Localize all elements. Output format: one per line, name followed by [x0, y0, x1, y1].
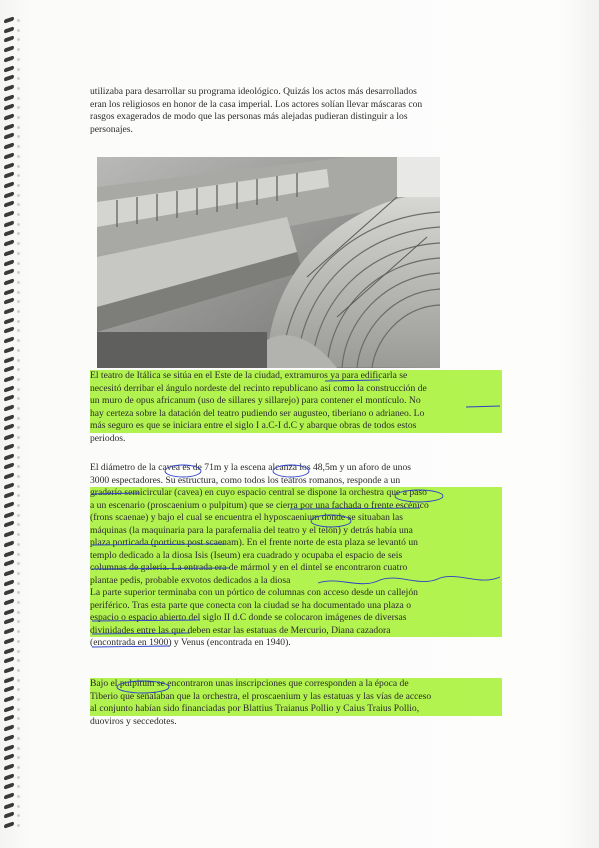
binding-ring [4, 172, 14, 179]
binding-ring [4, 404, 14, 411]
binding-ring [4, 55, 14, 62]
binding-hole [17, 126, 20, 129]
binding-hole [17, 727, 20, 730]
binding-ring [4, 36, 14, 43]
binding-ring [4, 375, 14, 382]
binding-hole [17, 659, 20, 662]
binding-hole [17, 19, 20, 22]
text-line: máquinas (la maquinaria para la parafernalia del teatro y el telón) y detrás había una [90, 525, 502, 538]
binding-hole [17, 533, 20, 536]
binding-ring [4, 288, 14, 295]
binding-hole [17, 300, 20, 303]
binding-hole [17, 407, 20, 410]
text-line: templo dedicado a la diosa Isis (Iseum) era cuadrado y ocupaba el espacio de seis [90, 550, 502, 563]
binding-hole [17, 824, 20, 827]
binding-ring [4, 627, 14, 634]
binding-ring [4, 560, 14, 567]
binding-hole [17, 174, 20, 177]
binding-ring [4, 414, 14, 421]
binding-hole [17, 252, 20, 255]
binding-ring [4, 16, 14, 23]
binding-ring [4, 366, 14, 373]
text-line: periférico. Tras esta parte que conecta con la ciudad se ha documentado una plaza o [90, 600, 502, 613]
theatre-model-photo [97, 157, 440, 368]
binding-ring [4, 75, 14, 82]
binding-ring [4, 259, 14, 266]
binding-hole [17, 378, 20, 381]
binding-hole [17, 766, 20, 769]
binding-hole [17, 620, 20, 623]
binding-ring [4, 589, 14, 596]
text-line: 3000 espectadores. Su estructura, como todos los teatros romanos, responde a un [90, 474, 401, 486]
text-line: al conjunto habían sido financiadas por Blattius Traianus Pollio y Caius Traius Pollio, [90, 703, 502, 716]
binding-hole [17, 795, 20, 798]
binding-hole [17, 310, 20, 313]
binding-ring [4, 763, 14, 770]
binding-ring [4, 317, 14, 324]
binding-ring [4, 424, 14, 431]
binding-hole [17, 591, 20, 594]
binding-hole [17, 708, 20, 711]
text-line: Bajo el pulpitum se encontraron unas inscripciones que corresponden a la época de [90, 678, 502, 691]
binding-ring [4, 705, 14, 712]
paragraph-1 [90, 86, 502, 136]
binding-hole [17, 116, 20, 119]
binding-hole [17, 679, 20, 682]
binding-ring [4, 113, 14, 120]
binding-hole [17, 582, 20, 585]
binding-ring [4, 550, 14, 557]
binding-hole [17, 543, 20, 546]
binding-ring [4, 821, 14, 828]
binding-hole [17, 504, 20, 507]
binding-hole [17, 553, 20, 556]
binding-ring [4, 84, 14, 91]
binding-hole [17, 242, 20, 245]
text-line: espacio o espacio abierto del siglo II d.C donde se colocaron imágenes de diversas [90, 612, 502, 625]
binding-hole [17, 562, 20, 565]
binding-ring [4, 792, 14, 799]
binding-hole [17, 446, 20, 449]
binding-ring [4, 598, 14, 605]
binding-hole [17, 368, 20, 371]
binding-hole [17, 456, 20, 459]
binding-ring [4, 327, 14, 334]
binding-ring [4, 686, 14, 693]
binding-ring [4, 230, 14, 237]
text-line: plantae pedis, probable exvotos dedicados a la diosa [90, 575, 502, 588]
binding-ring [4, 501, 14, 508]
binding-hole [17, 475, 20, 478]
binding-hole [17, 572, 20, 575]
binding-hole [17, 611, 20, 614]
binding-ring [4, 181, 14, 188]
binding-ring [4, 734, 14, 741]
binding-ring [4, 45, 14, 52]
binding-hole [17, 320, 20, 323]
binding-ring [4, 152, 14, 159]
binding-hole [17, 165, 20, 168]
binding-ring [4, 608, 14, 615]
binding-hole [17, 194, 20, 197]
binding-hole [17, 717, 20, 720]
text-line: utilizaba para desarrollar su programa ideológico. Quizás los actos más desarrollados [90, 86, 417, 97]
binding-hole [17, 68, 20, 71]
text-line: duoviros y seccedotes. [90, 715, 177, 727]
binding-hole [17, 203, 20, 206]
binding-ring [4, 482, 14, 489]
binding-hole [17, 669, 20, 672]
binding-ring [4, 433, 14, 440]
binding-hole [17, 184, 20, 187]
binding-hole [17, 213, 20, 216]
binding-ring [4, 443, 14, 450]
binding-ring [4, 298, 14, 305]
binding-hole [17, 514, 20, 517]
binding-hole [17, 776, 20, 779]
binding-ring [4, 492, 14, 499]
binding-hole [17, 640, 20, 643]
text-line: personajes. [90, 123, 133, 135]
text-line: (frons scaenae) y bajo el cual se encuentra el hyposcaenium donde se situaban las [90, 512, 502, 525]
binding-ring [4, 569, 14, 576]
binding-hole [17, 359, 20, 362]
text-line: Tiberio que señalaban que la orchestra, el proscaenium y las estatuas y las vías de acceso [90, 691, 502, 704]
binding-ring [4, 307, 14, 314]
text-line: hay certeza sobre la datación del teatro pudiendo ser augusteo, tiberiano o adrianeo. Lo [90, 408, 502, 421]
binding-ring [4, 385, 14, 392]
binding-ring [4, 123, 14, 130]
binding-hole [17, 349, 20, 352]
binding-ring [4, 269, 14, 276]
binding-hole [17, 688, 20, 691]
text-line: más seguro es que se iniciara entre el siglo I a.C-I d.C y abarque obras de todos estos [90, 420, 502, 433]
binding-ring [4, 201, 14, 208]
binding-ring [4, 463, 14, 470]
theatre-model-image [97, 157, 440, 368]
binding-ring [4, 802, 14, 809]
binding-ring [4, 618, 14, 625]
binding-ring [4, 637, 14, 644]
binding-hole [17, 135, 20, 138]
binding-hole [17, 747, 20, 750]
binding-hole [17, 329, 20, 332]
text-line: un muro de opus africanum (uso de sillares y sillarejo) para contener el montículo. No [90, 395, 502, 408]
binding-ring [4, 453, 14, 460]
binding-hole [17, 698, 20, 701]
binding-ring [4, 695, 14, 702]
binding-ring [4, 249, 14, 256]
binding-ring [4, 530, 14, 537]
text-line: eran los religiosos en honor de la casa imperial. Los actores solían llevar máscaras con [90, 98, 423, 110]
binding-ring [4, 191, 14, 198]
binding-ring [4, 142, 14, 149]
binding-ring [4, 812, 14, 819]
paragraph-2 [90, 370, 502, 445]
binding-hole [17, 523, 20, 526]
binding-ring [4, 511, 14, 518]
binding-hole [17, 814, 20, 817]
text-line: El diámetro de la cavea es de 71m y la escena alcanza los 48,5m y un aforo de unos [90, 462, 412, 473]
binding-hole [17, 397, 20, 400]
binding-hole [17, 426, 20, 429]
binding-ring [4, 773, 14, 780]
binding-ring [4, 278, 14, 285]
binding-ring [4, 356, 14, 363]
text-line: columnas de galería. La entrada era de mármol y en el dintel se encontraron cuatro [90, 562, 502, 575]
text-line: plaza porticada (porticus post scaenam). En el frente norte de esta plaza se levantó un [90, 537, 502, 550]
text-line: El teatro de Itálica se sitúa en el Este de la ciudad, extramuros ya para edificarla se [90, 370, 502, 383]
binding-hole [17, 805, 20, 808]
binding-ring [4, 724, 14, 731]
paragraph-4 [90, 678, 502, 728]
binding-hole [17, 262, 20, 265]
binding-hole [17, 756, 20, 759]
spiral-binding [0, 18, 20, 838]
binding-ring [4, 26, 14, 33]
binding-ring [4, 210, 14, 217]
binding-hole [17, 155, 20, 158]
binding-ring [4, 220, 14, 227]
binding-hole [17, 58, 20, 61]
binding-hole [17, 339, 20, 342]
binding-hole [17, 223, 20, 226]
binding-hole [17, 436, 20, 439]
binding-ring [4, 715, 14, 722]
binding-ring [4, 162, 14, 169]
binding-hole [17, 494, 20, 497]
text-line: divinidades entre las que deben estar las estatuas de Mercurio, Diana cazadora [90, 625, 502, 638]
binding-ring [4, 133, 14, 140]
text-line: necesitó derribar el ángulo nordeste del recinto republicano así como la construcción de [90, 383, 502, 396]
text-line: a un escenario (proscaenium o pulpitum) que se cierra por una fachada o frente escénico [90, 500, 502, 513]
binding-hole [17, 785, 20, 788]
binding-ring [4, 666, 14, 673]
binding-hole [17, 38, 20, 41]
text-line: (encontrada en 1900) y Venus (encontrada en 1940). [90, 637, 291, 648]
binding-ring [4, 346, 14, 353]
binding-ring [4, 65, 14, 72]
binding-ring [4, 676, 14, 683]
binding-ring [4, 579, 14, 586]
binding-hole [17, 77, 20, 80]
binding-hole [17, 601, 20, 604]
text-line: graderío semicircular (cavea) en cuyo espacio central se dispone la orchestra que a paso [90, 487, 502, 500]
binding-ring [4, 336, 14, 343]
binding-hole [17, 650, 20, 653]
binding-ring [4, 521, 14, 528]
binding-ring [4, 104, 14, 111]
binding-hole [17, 271, 20, 274]
binding-ring [4, 395, 14, 402]
binding-hole [17, 48, 20, 51]
binding-ring [4, 657, 14, 664]
binding-hole [17, 281, 20, 284]
binding-hole [17, 291, 20, 294]
text-line: rasgos exagerados de modo que las personas más alejadas pudieran distinguir a los [90, 111, 408, 122]
binding-ring [4, 754, 14, 761]
binding-ring [4, 647, 14, 654]
binding-ring [4, 744, 14, 751]
binding-hole [17, 106, 20, 109]
binding-hole [17, 485, 20, 488]
binding-hole [17, 232, 20, 235]
paragraph-3 [90, 462, 502, 650]
binding-hole [17, 630, 20, 633]
binding-ring [4, 783, 14, 790]
binding-hole [17, 737, 20, 740]
binding-hole [17, 388, 20, 391]
binding-ring [4, 540, 14, 547]
binding-hole [17, 29, 20, 32]
binding-ring [4, 472, 14, 479]
text-line: La parte superior terminaba con un pórtico de columnas con acceso desde un callejón [90, 587, 502, 600]
text-line: periodos. [90, 432, 126, 444]
binding-ring [4, 239, 14, 246]
binding-ring [4, 94, 14, 101]
binding-hole [17, 97, 20, 100]
binding-hole [17, 87, 20, 90]
binding-hole [17, 145, 20, 148]
binding-hole [17, 417, 20, 420]
binding-hole [17, 465, 20, 468]
